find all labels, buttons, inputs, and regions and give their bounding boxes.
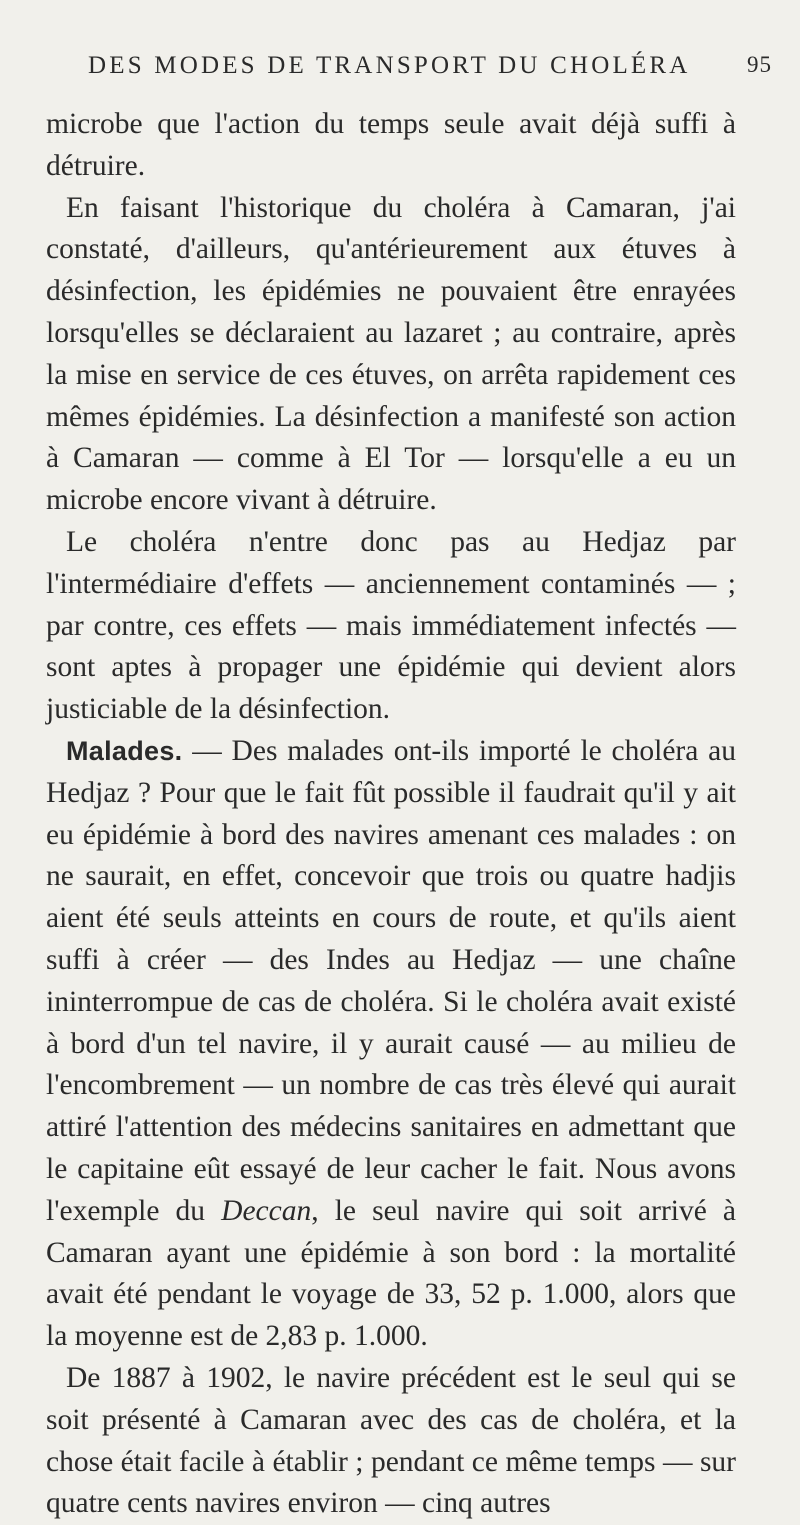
running-title: DES MODES DE TRANSPORT DU CHOLÉRA [88,52,691,79]
section-heading-malades: Malades. [66,735,183,766]
body-text [46,104,736,1525]
page-number: 95 [747,52,772,77]
paragraph-continuation: microbe que l'action du temps seule avait déjà suffi à détruire. [46,108,736,182]
paragraph-historique: En faisant l'historique du choléra à Camaran, j'ai constaté, d'ailleurs, qu'antérieurement aux étuves à désinfection, les épidémies ne pouvaient être enrayées lorsqu'elles se déclaraient au lazaret ; au contraire, après la mise en service de ces étuves, on arrêta rapidement ces mêmes épidémies. La désinfection a manifesté son action à Camaran — comme à El Tor — lorsqu'elle a eu un microbe encore vivant à détruire. [46,191,736,517]
paragraph-effets: Le choléra n'entre donc pas au Hedjaz par l'intermédiaire d'effets — anciennement contaminés — ; par contre, ces effets — mais immédiatement infectés — sont aptes à propager une épidémie qui devient alors justiciable de la désinfection. [46,525,736,726]
paragraph-malades: Malades. — Des malades ont-ils importé le choléra au Hedjaz ? Pour que le fait fût possible il faudrait qu'il y ait eu épidémie à bord des navires amenant ces malades : on ne saurait, en effet, concevoir que trois ou quatre hadjis aient été seuls atteints en cours de route, et qu'ils aient suffi à créer — des Indes au Hedjaz — une chaîne ininterrompue de cas de choléra. Si le choléra avait existé à bord d'un tel navire, il y aurait causé — au milieu de l'encombrement — un nombre de cas très élevé qui aurait attiré l'attention des médecins sanitaires en admettant que le capitaine eût essayé de leur cacher le fait. Nous avons l'exemple du Deccan, le seul navire qui soit arrivé à Camaran ayant une épidémie à son bord : la mortalité avait été pendant le voyage de 33, 52 p. 1.000, alors que la moyenne est de 2,83 p. 1.000. [46,734,736,1353]
ship-name: Deccan [221,1194,312,1227]
running-head [46,52,772,92]
paragraph-1887-1902: De 1887 à 1902, le navire précédent est le seul qui se soit présenté à Camaran avec des cas de choléra, et la chose était facile à établir ; pendant ce même temps — sur quatre cents navires environ — cinq autres [46,1361,736,1520]
